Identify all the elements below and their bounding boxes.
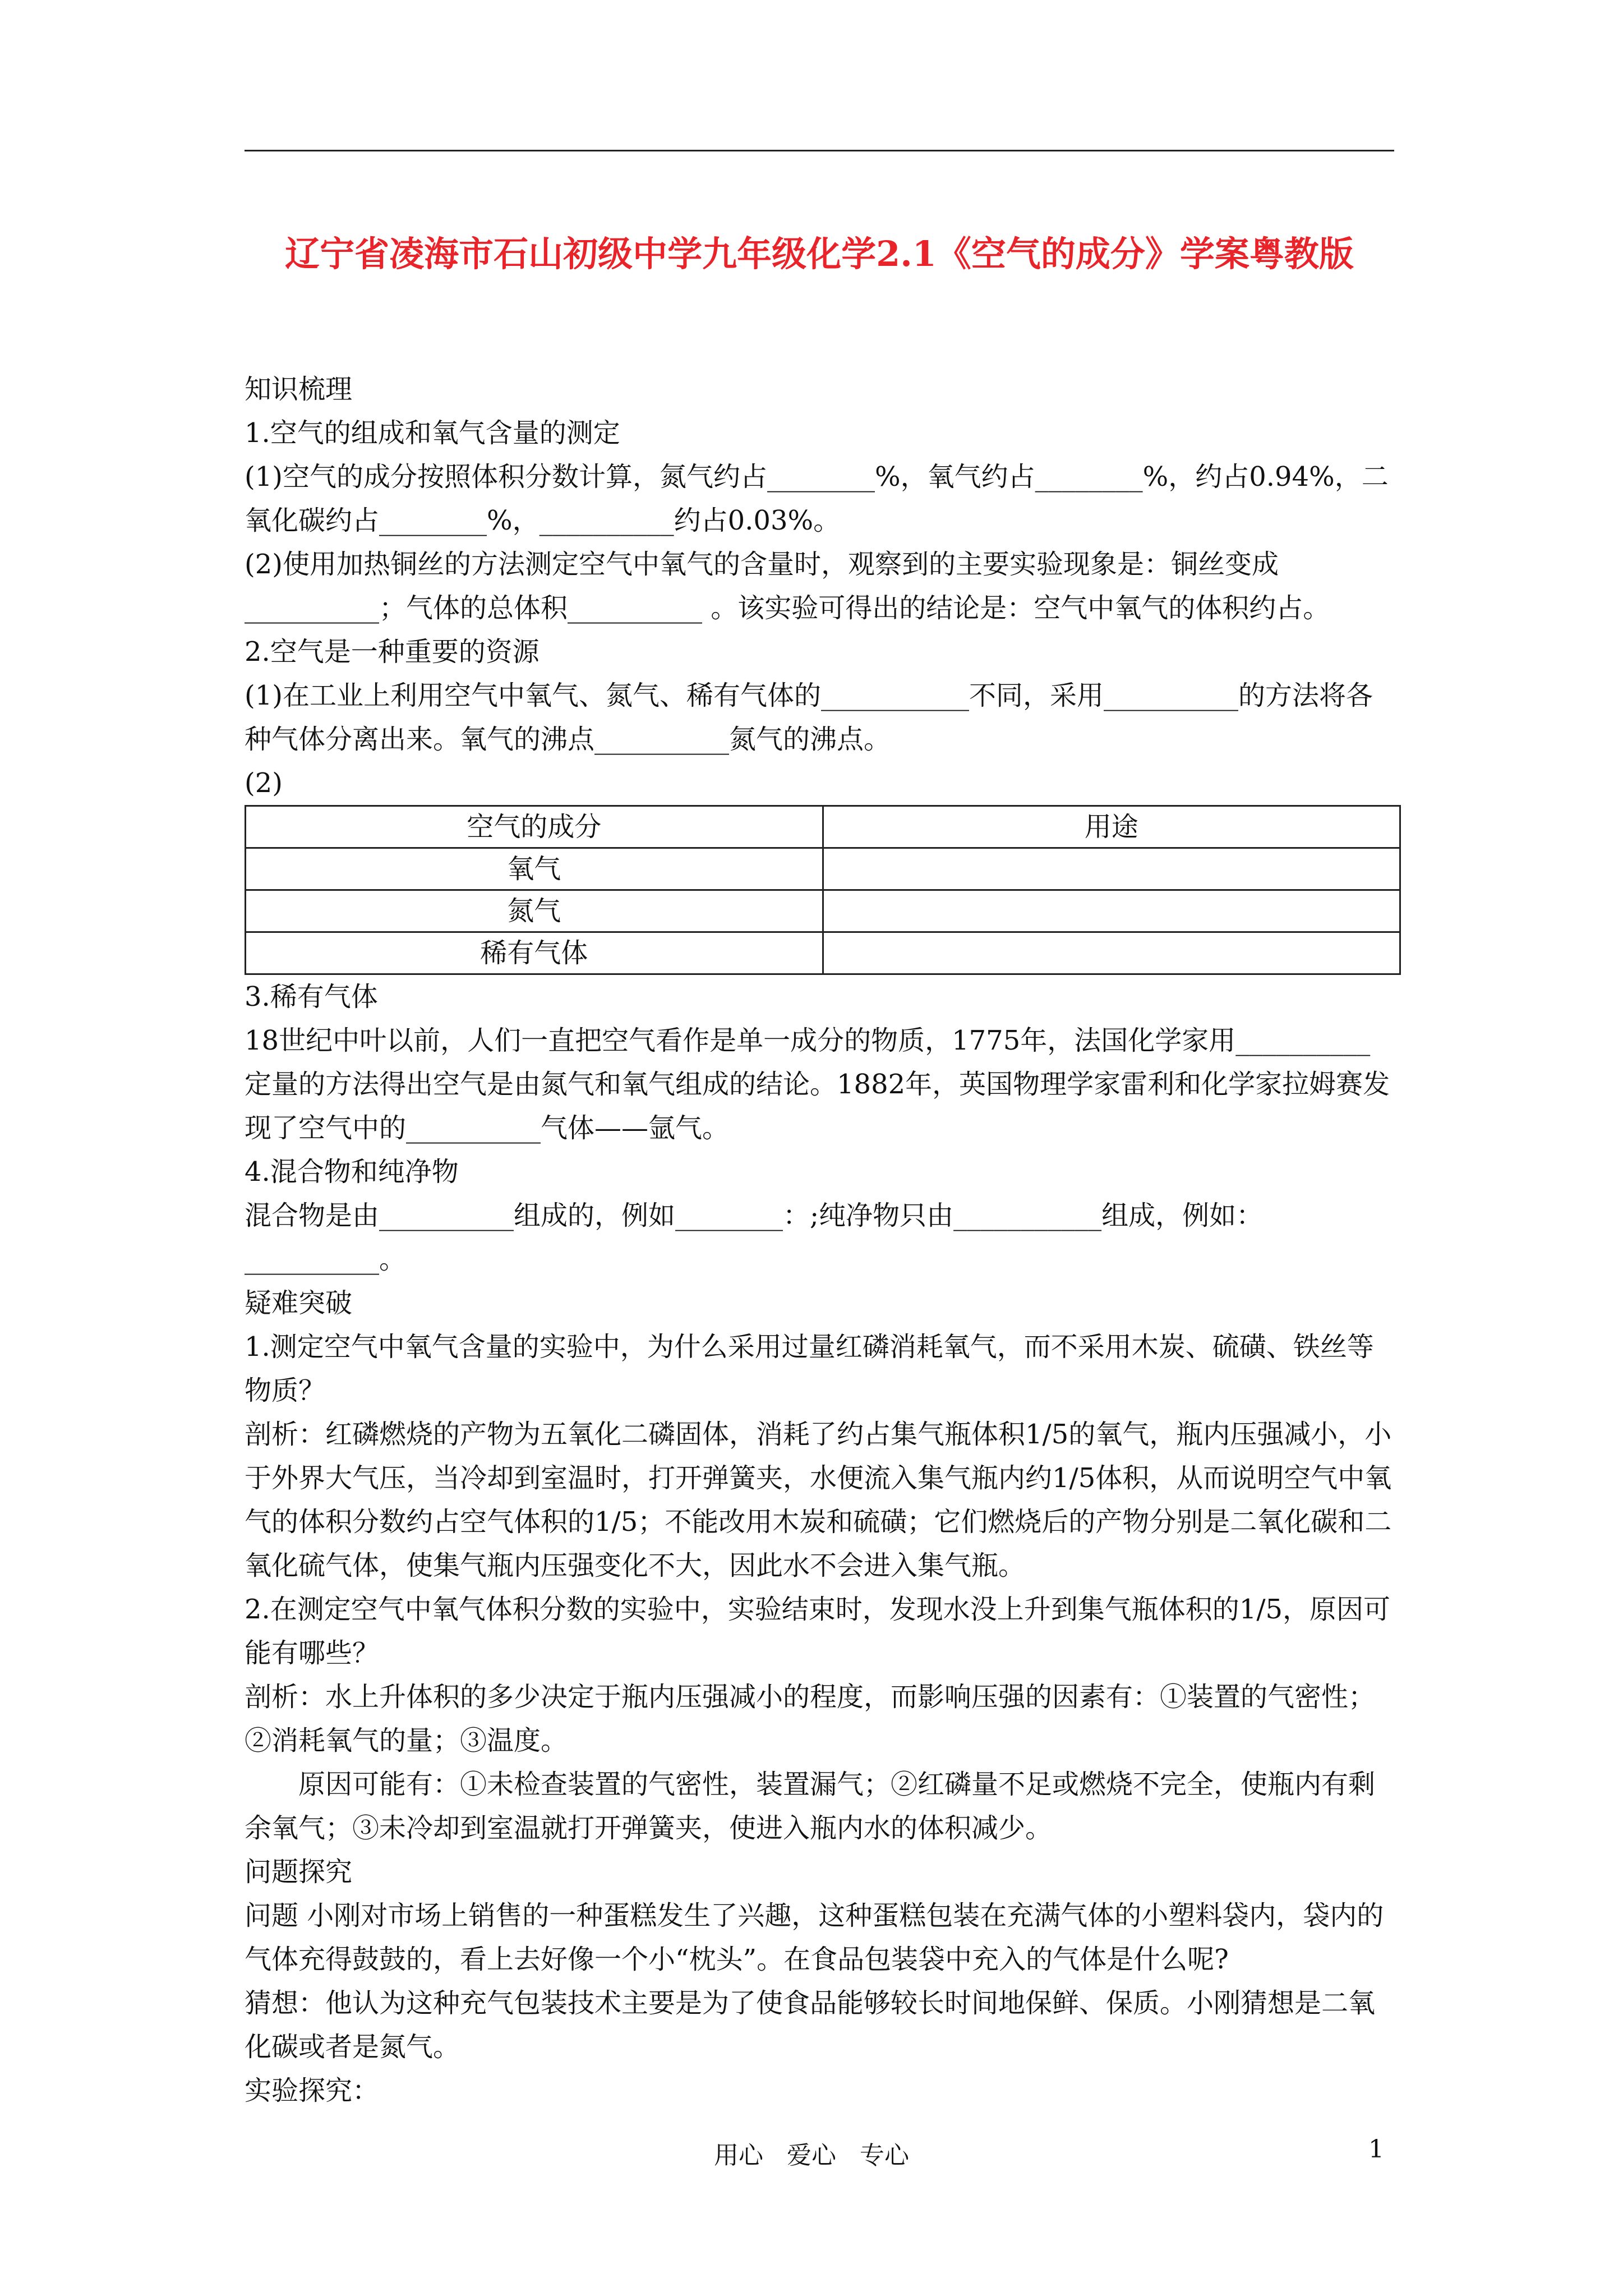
document-title: 辽宁省凌海市石山初级中学九年级化学2.1《空气的成分》学案粤教版 xyxy=(285,233,1354,274)
paragraph: 4.混合物和纯净物 xyxy=(245,1156,459,1188)
table-header-cell: 空气的成分 xyxy=(246,806,823,848)
paragraph: 剖析：水上升体积的多少决定于瓶内压强减小的程度，而影响压强的因素有：①装置的气密性；②消耗氧气的量；③温度。 xyxy=(245,1681,1376,1756)
table-cell xyxy=(823,848,1400,890)
paragraph: 3.稀有气体 xyxy=(245,981,378,1013)
paragraph: 原因可能有：①未检查装置的气密性，装置漏气；②红磷量不足或燃烧不完全，使瓶内有剩余氧气；③未冷却到室温就打开弹簧夹，使进入瓶内水的体积减少。 xyxy=(245,1769,1376,1844)
paragraph: 2.在测定空气中氧气体积分数的实验中，实验结束时，发现水没上升到集气瓶体积的1/5，原因可能有哪些？ xyxy=(245,1594,1391,1669)
footer-slogan: 专心 xyxy=(860,2141,909,2170)
table-header-cell: 用途 xyxy=(823,806,1400,848)
paragraph: 问题 小刚对市场上销售的一种蛋糕发生了兴趣，这种蛋糕包装在充满气体的小塑料袋内，袋内的气体充得鼓鼓的，看上去好像一个小“枕头”。在食品包装袋中充入的气体是什么呢? xyxy=(245,1900,1384,1975)
paragraph: (2) xyxy=(245,767,283,799)
table-header-row xyxy=(246,806,1400,848)
paragraph: 剖析：红磷燃烧的产物为五氧化二磷固体，消耗了约占集气瓶体积1/5的氧气，瓶内压强减小，小于外界大气压，当冷却到室温时，打开弹簧夹，水便流入集气瓶内约1/5体积，从而说明空气中氧气的体积分数约占空气体积的1/5；不能改用木炭和硫磺；它们燃烧后的产物分别是二氧化碳和二氧化硫气体，使集气瓶内压强变化不大，因此水不会进入集气瓶。 xyxy=(245,1419,1392,1581)
table-cell xyxy=(823,890,1400,932)
section-heading-difficulty: 疑难突破 xyxy=(245,1287,353,1319)
table-cell: 稀有气体 xyxy=(246,932,823,974)
air-component-uses-table xyxy=(245,805,1401,975)
table-row xyxy=(246,890,1400,932)
paragraph: (1)空气的成分按照体积分数计算，氮气约占________%，氧气约占________%，约占0.94%，二氧化碳约占________%，__________约占0.03%。 xyxy=(245,461,1389,536)
footer-slogan: 用心 xyxy=(714,2141,763,2170)
paragraph: 1.空气的组成和氧气含量的测定 xyxy=(245,417,620,449)
header-rule xyxy=(245,150,1394,151)
paragraph: 混合物是由__________组成的，例如________：;纯净物只由___________组成，例如：__________。 xyxy=(245,1200,1264,1275)
paragraph: 1.测定空气中氧气含量的实验中，为什么采用过量红磷消耗氧气，而不采用木炭、硫磺、铁丝等物质？ xyxy=(245,1331,1374,1406)
paragraph: 2.空气是一种重要的资源 xyxy=(245,636,540,668)
paragraph: (2)使用加热铜丝的方法测定空气中氧气的含量时，观察到的主要实验现象是：铜丝变成__________；气体的总体积__________ 。该实验可得出的结论是：空气中氧气的体积约占。 xyxy=(245,549,1330,624)
table-row xyxy=(246,848,1400,890)
table-cell: 氧气 xyxy=(246,848,823,890)
section-heading-knowledge: 知识梳理 xyxy=(245,374,353,405)
footer-slogan: 爱心 xyxy=(787,2141,836,2170)
document-body xyxy=(245,367,1394,2113)
page-number: 1 xyxy=(1368,2135,1384,2164)
section-heading-inquiry: 问题探究 xyxy=(245,1856,353,1888)
table-row xyxy=(246,932,1400,974)
paragraph: 18世纪中叶以前，人们一直把空气看作是单一成分的物质，1775年，法国化学家用__________定量的方法得出空气是由氮气和氧气组成的结论。1882年，英国物理学家雷利和化学家拉姆赛发现了空气中的__________气体——氩气。 xyxy=(245,1025,1390,1144)
table-cell xyxy=(823,932,1400,974)
paragraph: 猜想：他认为这种充气包装技术主要是为了使食品能够较长时间地保鲜、保质。小刚猜想是二氧化碳或者是氮气。 xyxy=(245,1987,1376,2063)
table-cell: 氮气 xyxy=(246,890,823,932)
paragraph: 实验探究： xyxy=(245,2075,380,2106)
paragraph: (1)在工业上利用空气中氧气、氮气、稀有气体的___________不同，采用__________的方法将各种气体分离出来。氧气的沸点__________氮气的沸点。 xyxy=(245,680,1373,755)
